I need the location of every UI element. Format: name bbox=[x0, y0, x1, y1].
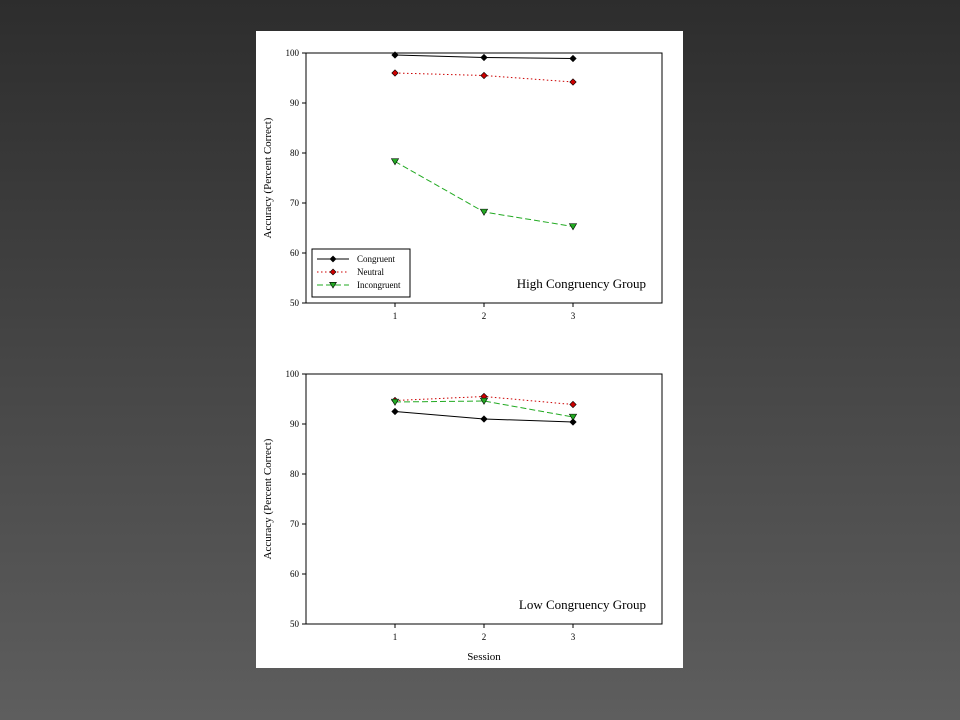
legend-label: Incongruent bbox=[357, 280, 401, 290]
x-tick-label: 3 bbox=[570, 632, 576, 642]
x-tick-label: 1 bbox=[392, 632, 398, 642]
data-point bbox=[569, 414, 576, 420]
data-point bbox=[481, 54, 487, 60]
data-point bbox=[569, 224, 576, 230]
data-point bbox=[391, 159, 398, 165]
group-title: Low Congruency Group bbox=[518, 597, 646, 612]
data-point bbox=[481, 72, 487, 78]
legend-label: Neutral bbox=[357, 267, 384, 277]
data-point bbox=[570, 401, 576, 407]
series-incongruent bbox=[391, 159, 576, 230]
legend-label: Congruent bbox=[357, 254, 395, 264]
series-congruent bbox=[392, 408, 576, 425]
y-tick-label: 80 bbox=[290, 469, 299, 479]
legend bbox=[312, 249, 410, 297]
plot-frame bbox=[306, 374, 662, 624]
y-axis-label: Accuracy (Percent Correct) bbox=[262, 117, 274, 239]
y-tick-label: 90 bbox=[290, 419, 299, 429]
data-point bbox=[392, 70, 398, 76]
data-point bbox=[570, 55, 576, 61]
data-point bbox=[481, 416, 487, 422]
chart-1 bbox=[262, 48, 662, 321]
data-point bbox=[392, 408, 398, 414]
y-tick-label: 60 bbox=[290, 569, 299, 579]
y-tick-label: 70 bbox=[290, 198, 299, 208]
group-title: High Congruency Group bbox=[516, 276, 646, 291]
series-neutral bbox=[392, 70, 576, 85]
figure-panel bbox=[256, 31, 683, 668]
chart-2 bbox=[262, 369, 662, 663]
y-tick-label: 60 bbox=[290, 248, 299, 258]
x-axis-label: Session bbox=[467, 651, 501, 663]
x-tick-label: 2 bbox=[481, 632, 487, 642]
x-tick-label: 1 bbox=[392, 311, 398, 321]
y-tick-label: 50 bbox=[290, 298, 299, 308]
y-tick-label: 100 bbox=[285, 369, 299, 379]
y-tick-label: 80 bbox=[290, 148, 299, 158]
x-tick-label: 2 bbox=[481, 311, 487, 321]
y-tick-label: 100 bbox=[285, 48, 299, 58]
y-tick-label: 70 bbox=[290, 519, 299, 529]
series-line bbox=[395, 162, 573, 227]
y-axis-label: Accuracy (Percent Correct) bbox=[262, 438, 274, 560]
data-point bbox=[570, 79, 576, 85]
figure-svg bbox=[256, 31, 683, 668]
x-tick-label: 3 bbox=[570, 311, 576, 321]
y-tick-label: 50 bbox=[290, 619, 299, 629]
y-tick-label: 90 bbox=[290, 98, 299, 108]
